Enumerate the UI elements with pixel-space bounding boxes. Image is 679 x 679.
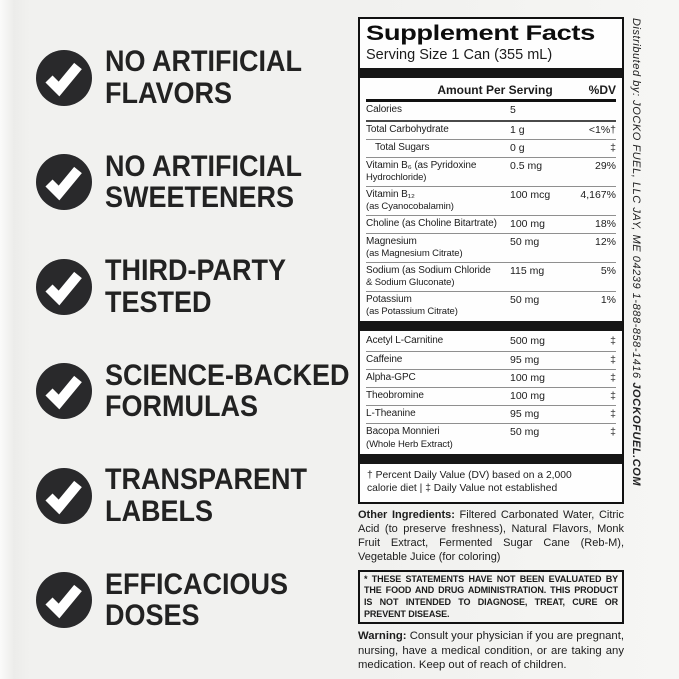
amount-per-serving-header: Amount Per Serving [437,83,553,98]
feature-line: SCIENCE-BACKED [105,358,350,392]
table-row [366,215,616,233]
nutrient-name: Alpha-GPC [366,371,416,383]
feature-label [105,464,307,527]
list-item [36,569,346,632]
distributor-text [630,18,642,668]
feature-line: DOSES [105,599,200,633]
nutrient-subname: & Sodium Gluconate) [366,277,455,289]
nutrient-name: Calories [366,104,402,116]
feature-label [105,360,350,423]
feature-line: EFFICACIOUS [105,567,289,601]
nutrient-dv: ‡ [610,335,616,348]
feature-line: LABELS [105,494,213,528]
nutrient-amount: 100 mg [510,217,546,230]
check-icon [36,259,92,315]
nutrient-name: Acetyl L-Carnitine [366,335,444,347]
nutrient-dv: 1% [600,293,616,306]
supplement-facts-panel [358,17,624,504]
nutrient-amount: 95 mg [510,353,540,366]
nutrient-subname: (Whole Herb Extract) [366,438,453,450]
nutrient-name: Magnesium [366,235,417,247]
nutrient-dv: 18% [594,217,616,230]
footnote-line: calorie diet | ‡ Daily Value not established [367,483,558,495]
nutrient-amount: 50 mg [510,293,540,306]
check-icon [36,363,92,419]
feature-label [105,255,286,318]
table-row [366,333,616,350]
list-item [36,255,346,318]
nutrient-amount: 100 mg [510,371,546,384]
nutrient-name: Vitamin B₆ (as Pyridoxine [366,159,477,171]
label-right-column [358,17,624,672]
nutrient-amount: 95 mg [510,407,540,420]
nutrient-amount: 100 mcg [510,188,551,201]
feature-line: NO ARTIFICIAL [105,149,302,183]
dv-header: %DV [588,83,616,98]
other-ingredients-label: Other Ingredients: [358,508,455,521]
feature-line: SWEETENERS [105,181,295,215]
feature-label [105,46,302,109]
nutrient-amount: 0.5 mg [510,159,543,172]
nutrient-name: Total Carbohydrate [366,123,449,135]
divider-bar [360,321,622,331]
table-row [366,369,616,387]
nutrient-name: Total Sugars [375,141,430,153]
table-row [366,291,616,320]
nutrient-amount: 0 g [510,141,525,154]
nutrient-name: L-Theanine [366,407,416,419]
nutrient-dv: 5% [600,264,616,277]
panel-title: Supplement Facts [366,22,595,45]
other-ingredients [358,509,624,565]
nutrient-amount: 5 [510,104,516,117]
check-icon [36,468,92,524]
nutrient-subname: (as Magnesium Citrate) [366,248,463,260]
nutrient-name: Bacopa Monnieri [366,426,440,438]
distributor-address: Distributed by: JOCKO FUEL, LLC JAY, ME 04239 1-888-858-1416 [630,18,642,383]
nutrient-amount: 500 mg [510,335,546,348]
feature-line: FORMULAS [105,390,258,424]
table-header [366,80,616,102]
feature-line: FLAVORS [105,76,232,110]
table-row [366,186,616,215]
nutrient-dv: 12% [594,235,616,248]
list-item [36,358,350,424]
nutrient-amount: 115 mg [510,264,545,277]
nutrient-dv: ‡ [610,371,616,384]
check-icon [36,50,92,106]
table-row [366,351,616,369]
feature-label [105,569,288,632]
table-row [366,102,616,119]
table-row [366,423,616,452]
nutrient-dv: ‡ [610,141,616,154]
list-item [36,46,346,109]
nutrient-dv: ‡ [610,389,616,402]
nutrient-amount: 100 mg [510,389,546,402]
footnote-line: † Percent Daily Value (DV) based on a 2,000 [367,469,572,481]
dv-footnote [366,466,616,497]
nutrient-name: Sodium (as Sodium Chloride [366,264,491,276]
nutrient-name: Choline (as Choline Bitartrate) [366,217,497,229]
feature-line: TRANSPARENT [105,463,308,497]
feature-line: THIRD-PARTY [105,254,286,288]
warning-body: Consult your physician if you are pregnant, nursing, have a medical condition, or are taking any medication. Keep out of reach of children. [358,630,624,672]
table-row [366,120,616,139]
nutrient-dv: 4,167% [580,188,616,201]
warning-label: Warning: [358,630,407,643]
check-icon [36,154,92,210]
nutrient-dv: ‡ [610,407,616,420]
feature-line: TESTED [105,285,212,319]
nutrient-dv: ‡ [610,353,616,366]
check-icon [36,572,92,628]
list-item [36,151,346,214]
nutrient-dv: <1%† [588,123,616,136]
fda-disclaimer-box: * THESE STATEMENTS HAVE NOT BEEN EVALUATED BY THE FOOD AND DRUG ADMINISTRATION. THIS PRODUCT IS NOT INTENDED TO DIAGNOSE, TREAT, CURE OR PREVENT DISEASE. [358,570,624,625]
warning-text [358,629,624,672]
feature-list [36,45,350,633]
nutrient-name: Theobromine [366,389,424,401]
nutrient-dv: ‡ [610,426,616,439]
nutrient-subname: (as Potassium Citrate) [366,306,458,318]
nutrient-amount: 1 g [510,123,525,136]
nutrient-subname: Hydrochloride) [366,172,427,184]
serving-size: Serving Size 1 Can (355 mL) [366,47,553,64]
table-row [366,262,616,291]
table-row [366,233,616,262]
divider-bar [360,454,622,464]
feature-line: NO ARTIFICIAL [105,45,302,78]
table-row [366,139,616,157]
nutrient-name: Vitamin B₁₂ [366,188,415,200]
nutrient-dv: 29% [594,159,616,172]
nutrient-amount: 50 mg [510,426,540,439]
table-row [366,157,616,186]
divider-bar [360,68,622,78]
table-row [366,387,616,405]
other-ingredients-text: Filtered Carbonated Water, Citric Acid (to preserve freshness), Natural Flavors, Monk Fruit Extract, Fermented Sugar Cane (Reb-M), Vegetable Juice (for coloring) [358,508,625,563]
nutrient-name: Potassium [366,293,412,305]
nutrient-amount: 50 mg [510,235,540,248]
list-item [36,464,346,527]
distributor-website: JOCKOFUEL.COM [630,382,642,487]
table-row [366,405,616,423]
nutrient-name: Caffeine [366,353,403,365]
nutrient-subname: (as Cyanocobalamin) [366,201,454,213]
feature-label [105,151,302,214]
